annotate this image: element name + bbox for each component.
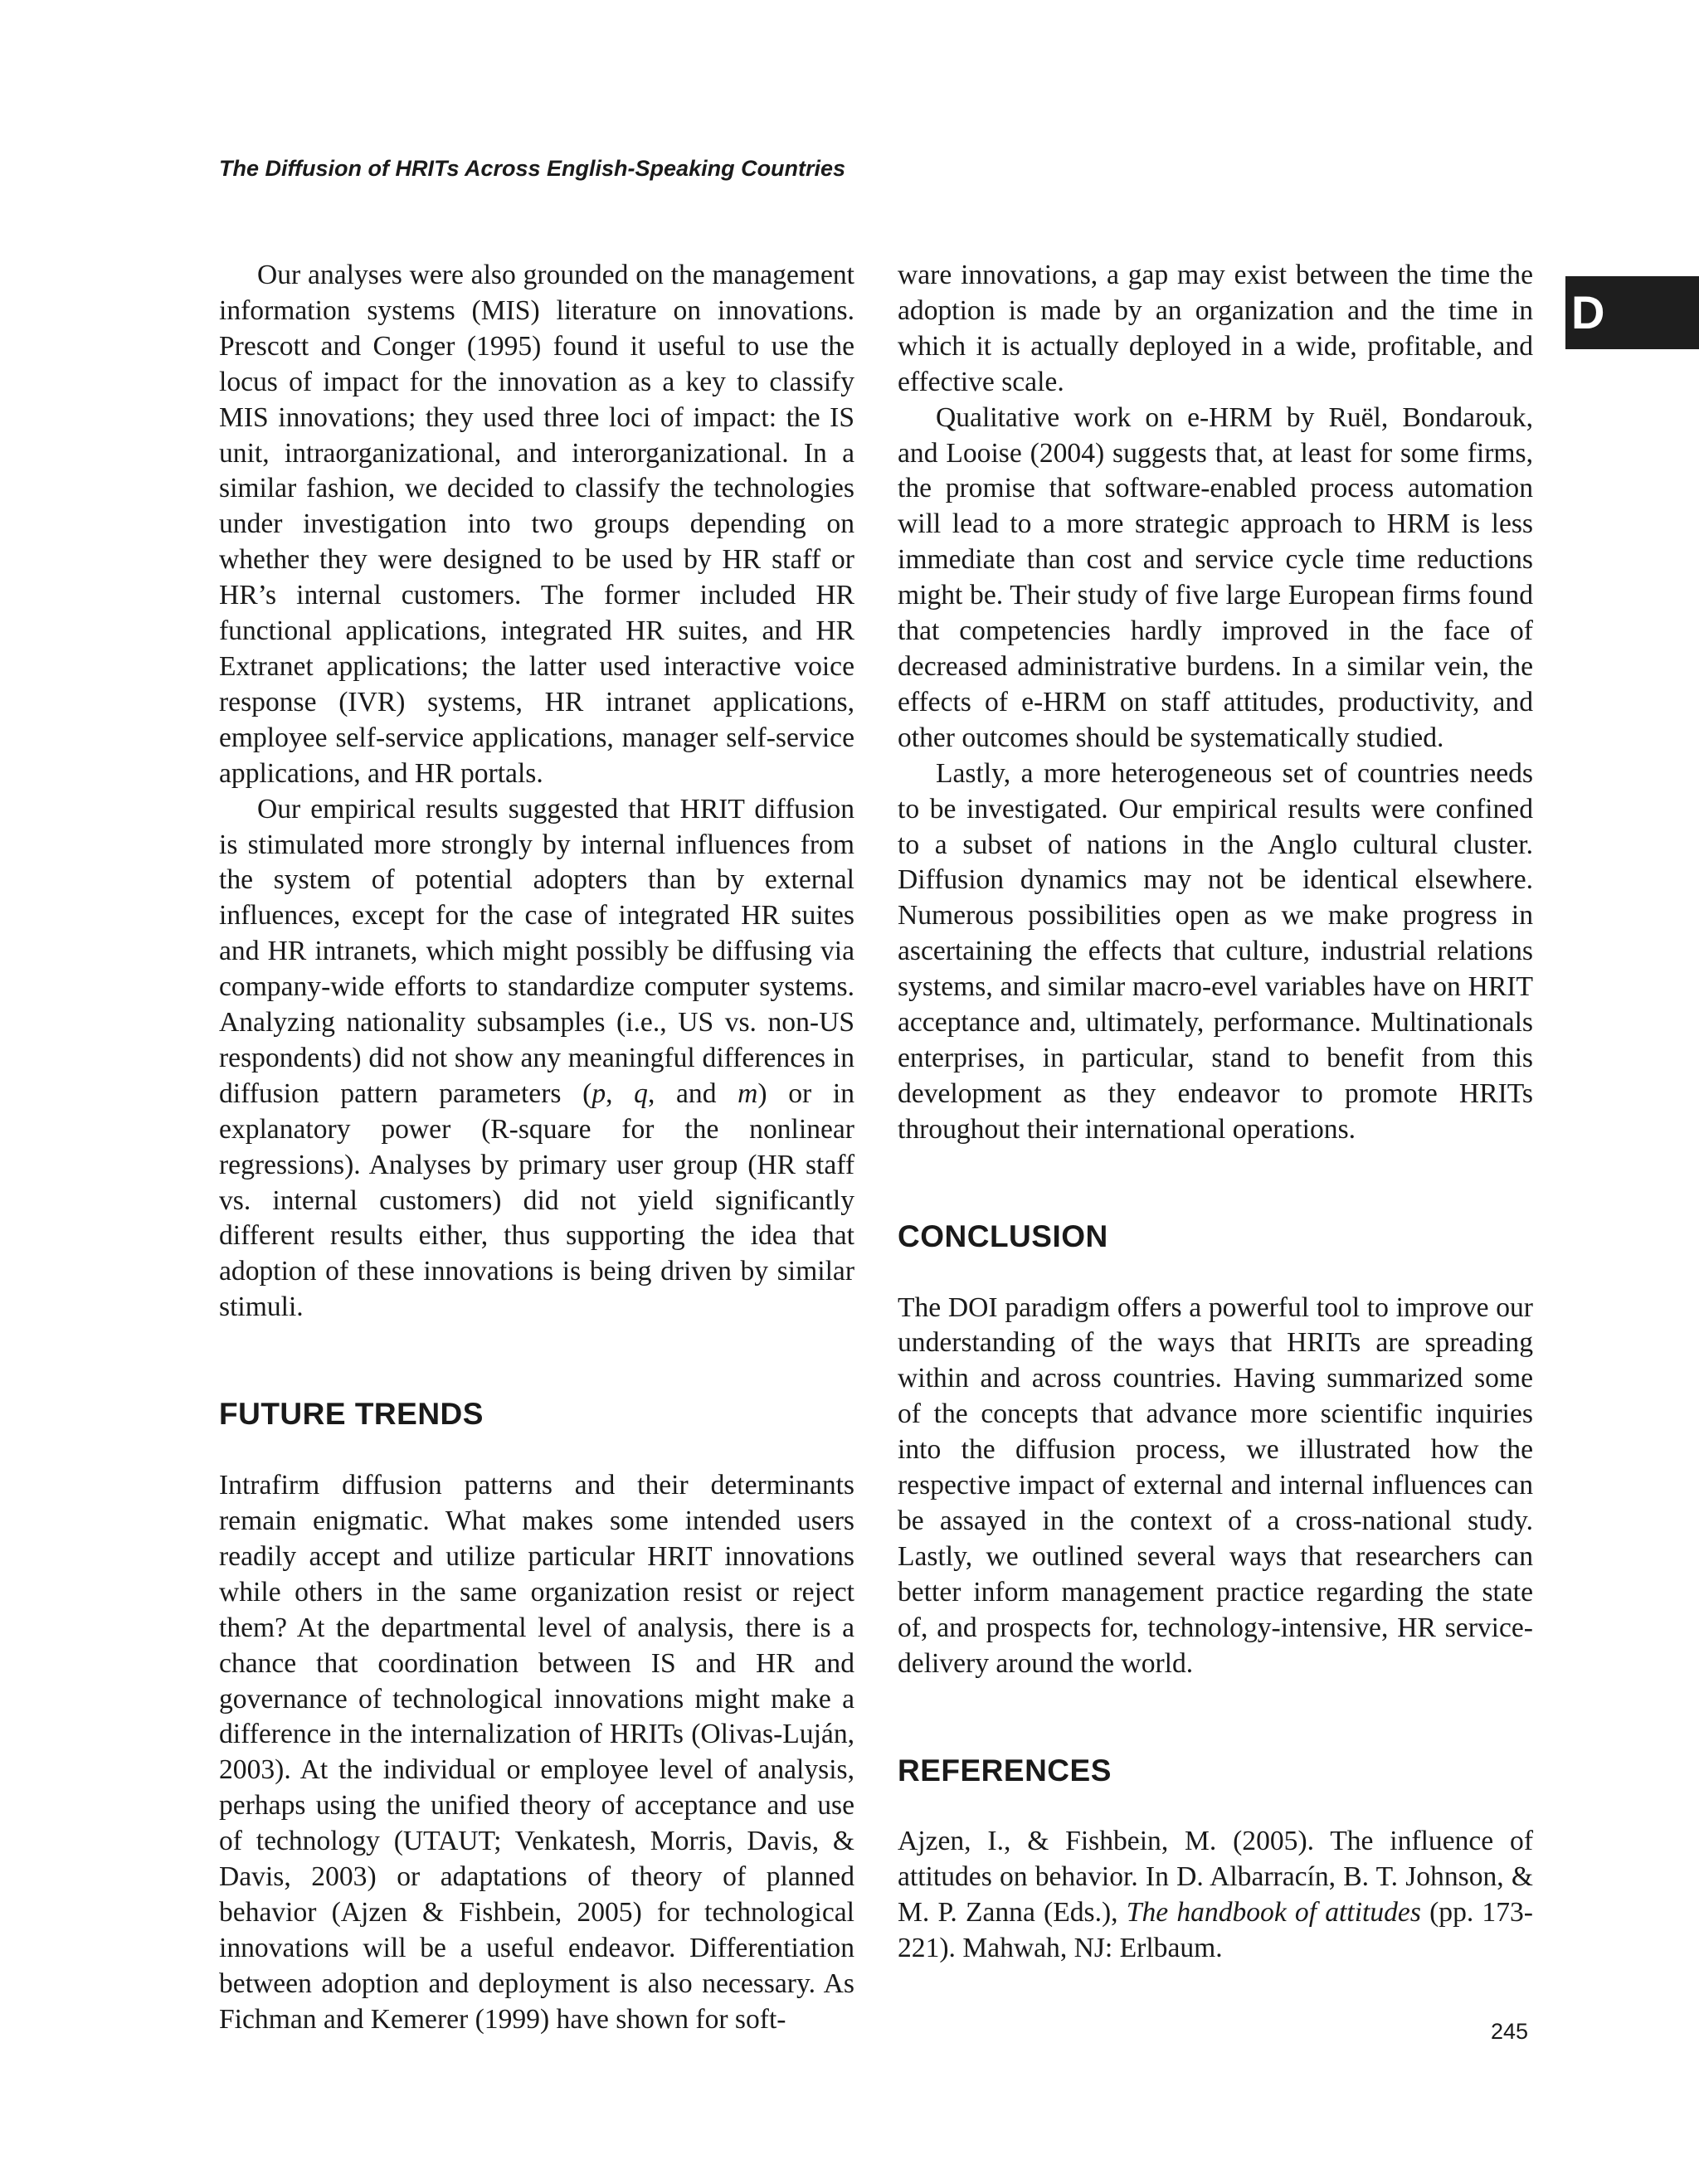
variable-q: q xyxy=(634,1077,648,1109)
paragraph-e-hrm: Qualitative work on e-HRM by Ruël, Bondarouk, and Looise (2004) suggests that, at least for some firms, the promise that software-enabled process automation will lead to a more strategic approach to HRM is less immediate than cost and service cycle time reductions might be. Their study of five large European firms found that competencies hardly improved in the face of decreased administrative burdens. In a similar vein, the effects of e-HRM on staff attitudes, productivity, and other outcomes should be systematically studied. xyxy=(898,401,1533,753)
page-number: 245 xyxy=(1490,2019,1528,2044)
separator: , xyxy=(606,1077,635,1109)
heading-references: REFERENCES xyxy=(898,1753,1112,1788)
right-column xyxy=(898,258,1533,1967)
variable-p: p xyxy=(591,1077,606,1109)
separator: , and xyxy=(647,1077,738,1109)
reference-text: (pp. 173-221). Mahwah, NJ: Erlbaum. xyxy=(898,1897,1533,1964)
paragraph-text: Our empirical results suggested that HRIT diffusion is stimulated more strongly by internal influences from the system of potential adopters than by external influences, except for the case of integrated HR suites and HR intranets, which might possibly be diffusing via company-wide efforts to standardize computer systems. Analyzing nationality subsamples (i.e., US vs. non-US respondents) did not show any meaningful differences in diffusion pattern parameters ( xyxy=(219,793,854,1109)
heading-future-trends: FUTURE TRENDS xyxy=(219,1397,484,1432)
paragraph-software-innovations: ware innovations, a gap may exist between the time the adoption is made by an organization and the time in which it is actually deployed in a wide, profitable, and effective scale. xyxy=(898,260,1533,397)
reference-text: Ajzen, I., & Fishbein, M. (2005). The influence of attitudes on behavior. In D. Albarracín, B. T. Johnson, & M. P. Zanna (Eds.), xyxy=(898,1826,1533,1929)
variable-m: m xyxy=(738,1077,758,1109)
paragraph-empirical-results xyxy=(219,792,854,1326)
section-thumb-tab: D xyxy=(1565,276,1699,349)
paragraph-mis-literature: Our analyses were also grounded on the management information systems (MIS) literature on innovations. Prescott and Conger (1995) found it useful to use the locus of impact for the innovation as a key to classify MIS innovations; they used three loci of impact: the IS unit, intraorganizational, and interorganizational. In a similar fashion, we decided to classify the technologies under investigation into two groups depending on whether they were designed to be used by HR staff or HR’s internal customers. The former included HR functional applications, integrated HR suites, and HR Extranet applications; the latter used interactive voice response (IVR) systems, HR intranet applications, employee self-service applications, manager self-service applications, and HR portals. xyxy=(219,260,854,789)
reference-book-title: The handbook of attitudes xyxy=(1126,1897,1421,1929)
left-column xyxy=(219,258,854,2038)
heading-conclusion: CONCLUSION xyxy=(898,1218,1108,1253)
paragraph-text: ) or in explanatory power (R-square for the nonlinear regressions). Analyses by primary user group (HR staff vs. internal customers) did not yield significantly different results either, thus supporting the idea that adoption of these innovations is being driven by similar stimuli. xyxy=(219,1077,855,1323)
paragraph-heterogeneous-countries: Lastly, a more heterogeneous set of countries needs to be investigated. Our empirical results were confined to a subset of nations in the Anglo cultural cluster. Diffusion dynamics may not be identical elsewhere. Numerous possibilities open as we make progress in ascertaining the effects that culture, industrial relations systems, and similar macro-evel variables have on HRIT acceptance and, ultimately, performance. Multinationals enterprises, in particular, stand to benefit from this development as they endeavor to promote HRITs throughout their international operations. xyxy=(898,757,1533,1145)
reference-entry xyxy=(898,1824,1533,1967)
running-head-title: The Diffusion of HRITs Across English-Speaking Countries xyxy=(219,156,846,181)
paragraph-conclusion: The DOI paradigm offers a powerful tool to improve our understanding of the ways that HRITs are spreading within and across countries. Having summarized some of the concepts that advance more scientific inquiries into the diffusion process, we illustrated how the respective impact of external and internal influences can be assayed in the context of a cross-national study. Lastly, we outlined several ways that researchers can better inform management practice regarding the state of, and prospects for, technology-intensive, HR service-delivery around the world. xyxy=(898,1291,1533,1679)
paragraph-intrafirm-diffusion: Intrafirm diffusion patterns and their determinants remain enigmatic. What makes some intended users readily accept and utilize particular HRIT innovations while others in the same organization resist or reject them? At the departmental level of analysis, there is a chance that coordination between IS and HR and governance of technological innovations might make a difference in the internalization of HRITs (Olivas-Luján, 2003). At the individual or employee level of analysis, perhaps using the unified theory of acceptance and use of technology (UTAUT; Venkatesh, Morris, Davis, & Davis, 2003) or adaptations of theory of planned behavior (Ajzen & Fishbein, 2005) for technological innovations will be a useful endeavor. Differentiation between adoption and deployment is also necessary. As Fichman and Kemerer (1999) have shown for soft- xyxy=(219,1470,854,2035)
